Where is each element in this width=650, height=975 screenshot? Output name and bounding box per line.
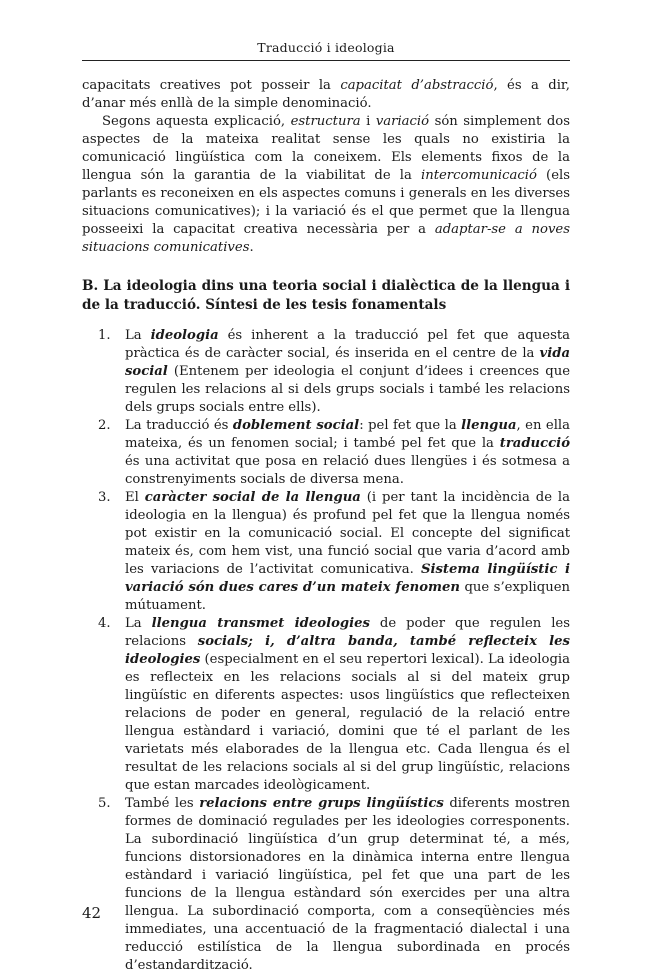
page-number: 42 <box>82 904 102 922</box>
list-item-number: 4. <box>98 616 111 631</box>
list-item-number: 2. <box>98 418 111 433</box>
list-item: 3. El caràcter social de la llengua (i per tant la incidència de la ideologia en la llengua) és profund pel fet que la llengua només pot existir en la comunicació social. El concepte del significat mateix és, com hem vist, una funció social que varia d’acord amb les variacions de l’activitat comunicativa. Sistema lingüístic i variació són dues cares d’un mateix fenomen que s’expliquen mútuament. <box>98 490 570 613</box>
list-item-number: 5. <box>98 796 111 811</box>
list-item: 5. També les relacions entre grups lingüístics diferents mostren formes de dominació regulades per les ideologies corresponents. La subordinació lingüística d’un grup determinat té, a més, funcions distorsionadores en la dinàmica interna entre llengua estàndard i variació lingüística, pel fet que una part de les funcions de la llengua estàndard són exercides per una altra llengua. La subordinació comporta, com a conseqüències més immediates, una accentuació de la fragmentació dialectal i una reducció estilística de la llengua subordinada en procés d’estandardització. <box>98 796 570 973</box>
body-text <box>82 77 570 975</box>
list-item-number: 1. <box>98 328 111 343</box>
section-heading: B. La ideologia dins una teoria social i dialèctica de la llengua i de la traducció. Síntesi de les tesis fonamentals <box>82 278 570 313</box>
paragraph-continuation: capacitats creatives pot posseir la capacitat d’abstracció, és a dir, d’anar més enllà de la simple denominació. <box>82 78 570 111</box>
list-item: 2. La traducció és doblement social: pel fet que la llengua, en ella mateixa, és un fenomen social; i també pel fet que la traducció és una activitat que posa en relació dues llengües i és sotmesa a constrenyiments socials de diversa mena. <box>98 418 570 487</box>
list-item-number: 3. <box>98 490 111 505</box>
list-item: 1. La ideologia és inherent a la traducció pel fet que aquesta pràctica és de caràcter social, és inserida en el centre de la vida social (Entenem per ideologia el conjunt d’idees i creences que regulen les relacions al si dels grups socials i també les relacions dels grups socials entre ells). <box>98 328 571 415</box>
header-rule <box>82 60 570 61</box>
paragraph-segons: Segons aquesta explicació, estructura i variació són simplement dos aspectes de la mateixa realitat sense les quals no existiria la comunicació lingüística com la coneixem. Els elements fixos de la llengua són la garantia de la viabilitat de la intercomunicació (els parlants es reconeixen en els aspectes comuns i generals en les diverses situacions comunicatives); i la variació és el que permet que la llengua posseeixi la capacitat creativa necessària per a adaptar-se a noves situacions comunicatives. <box>82 114 570 255</box>
list-item: 4. La llengua transmet ideologies de poder que regulen les relacions socials; i, d’altra banda, també reflecteix les ideologies (especialment en el seu repertori lexical). La ideologia es reflecteix en les relacions socials al si del mateix grup lingüístic en diferents aspectes: usos lingüístics que reflecteixen relacions de poder en general, regulació de la relació entre llengua estàndard i variació, domini que té el parlant de les varietats més elaborades de la llengua etc. Cada llengua és el resultat de les relacions socials al si del grup lingüístic, relacions que estan marcades ideològicament. <box>98 616 570 793</box>
running-header: Traducció i ideologia <box>257 40 395 55</box>
theses-list <box>82 327 570 975</box>
